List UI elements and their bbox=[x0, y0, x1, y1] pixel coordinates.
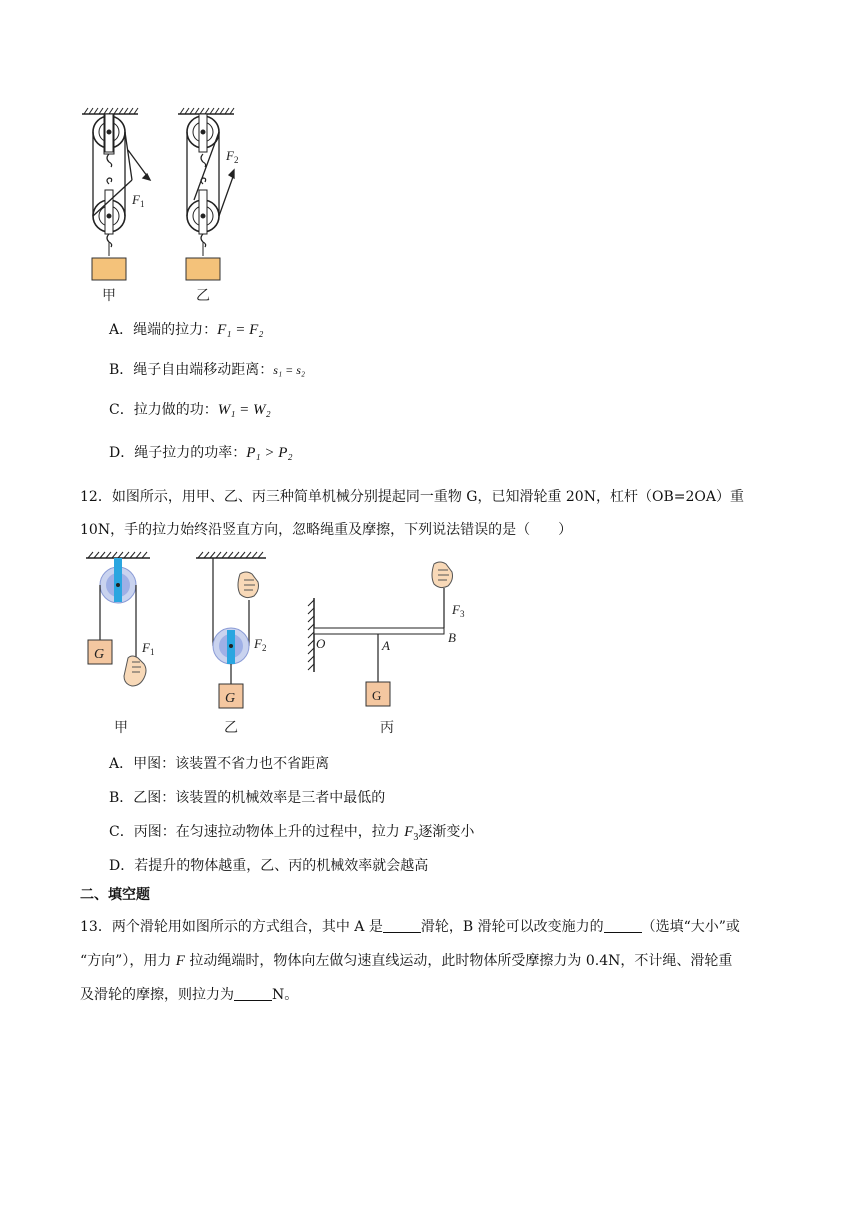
q12-option-c bbox=[109, 822, 474, 848]
moving-pulley-yi bbox=[187, 178, 219, 256]
moving-pulley-jia bbox=[93, 178, 125, 256]
q13-text: 滑轮，B 滑轮可以改变施力的 bbox=[420, 919, 604, 935]
q12-option-d: D．若提升的物体越重，乙、丙的机械效率就会越高 bbox=[109, 858, 429, 874]
answer-blank-1[interactable] bbox=[383, 918, 421, 933]
q12-stem-line1: 12．如图所示，用甲、乙、丙三种简单机械分别提起同一重物 G，已知滑轮重 20N，杠杆（OB=2OA）重 bbox=[80, 489, 744, 505]
q13-text: 13．两个滑轮用如图所示的方式组合，其中 A 是 bbox=[80, 919, 383, 935]
q13-text: “方向”），用力 bbox=[80, 953, 176, 969]
fig-label-yi: 乙 bbox=[224, 720, 238, 736]
option-var: $F_3$ bbox=[404, 824, 419, 843]
label-g: G bbox=[225, 691, 236, 706]
option-text: 绳子自由端移动距离： bbox=[133, 362, 274, 378]
lever-bar bbox=[314, 628, 444, 634]
option-letter: C． bbox=[109, 402, 134, 418]
label-g: G bbox=[94, 647, 105, 662]
option-math: s₁ = s₂ bbox=[273, 363, 306, 377]
ceiling-yi bbox=[196, 552, 266, 558]
q12-option-a: A．甲图：该装置不省力也不省距离 bbox=[109, 756, 330, 772]
label-f1: $F_1$ bbox=[142, 640, 155, 657]
q11-option-a bbox=[109, 320, 264, 340]
q13-text: N。 bbox=[272, 987, 299, 1003]
option-text: 绳端的拉力： bbox=[133, 322, 218, 338]
q13-text: 及滑轮的摩擦，则拉力为 bbox=[80, 987, 234, 1003]
q11-option-d bbox=[109, 443, 293, 463]
q11-pulley-figure bbox=[70, 100, 270, 310]
option-math: W₁ = W₂ bbox=[217, 402, 271, 418]
hand-icon bbox=[238, 572, 259, 598]
force-label-f2: $F_2$ bbox=[226, 148, 239, 165]
option-text: 逐渐变小 bbox=[418, 824, 475, 840]
option-math: P₁ > P₂ bbox=[246, 445, 293, 461]
answer-blank-3[interactable] bbox=[234, 986, 272, 1001]
hand-icon bbox=[124, 656, 146, 686]
label-f2: $F_2$ bbox=[254, 636, 267, 653]
option-text: 拉力做的功： bbox=[133, 402, 218, 418]
label-g: G bbox=[372, 688, 382, 703]
option-letter: B． bbox=[109, 362, 134, 378]
moving-pulley-blue bbox=[213, 628, 249, 664]
fixed-pulley-jia bbox=[93, 114, 125, 167]
fixed-pulley-yi bbox=[187, 114, 219, 167]
section-title: 二、填空题 bbox=[80, 887, 150, 903]
q11-option-c bbox=[109, 400, 271, 420]
option-math: F₁ = F₂ bbox=[217, 322, 264, 338]
label-f3: $F_3$ bbox=[452, 602, 465, 619]
label-b: B bbox=[448, 630, 456, 645]
hand-icon bbox=[432, 562, 453, 588]
wall-hatch bbox=[308, 598, 314, 672]
q12-option-b: B．乙图：该装置的机械效率是三者中最低的 bbox=[109, 790, 386, 806]
ceiling-hatch-jia bbox=[82, 108, 138, 114]
weight-block-jia bbox=[92, 258, 126, 280]
q12-machines-figure bbox=[78, 548, 478, 740]
option-text: 绳子拉力的功率： bbox=[134, 445, 247, 461]
weight-block-yi bbox=[186, 258, 220, 280]
q12-stem-line2: 10N，手的拉力始终沿竖直方向，忽略绳重及摩擦，下列说法错误的是（ ） bbox=[80, 522, 573, 538]
fig-label-yi: 乙 bbox=[196, 288, 210, 304]
q11-option-b bbox=[109, 360, 305, 380]
label-o: O bbox=[316, 636, 326, 651]
answer-blank-2[interactable] bbox=[604, 918, 642, 933]
q13-text: 拉动绳端时，物体向左做匀速直线运动，此时物体所受摩擦力为 0.4N，不计绳、滑轮重 bbox=[184, 953, 733, 969]
fig-label-jia: 甲 bbox=[114, 720, 128, 736]
label-a: A bbox=[382, 638, 390, 653]
fig-label-bing: 丙 bbox=[380, 720, 394, 736]
ceiling-jia bbox=[86, 552, 150, 558]
q13-var: F bbox=[175, 953, 185, 969]
q13-text: （选填“大小”或 bbox=[641, 919, 740, 935]
fixed-pulley-blue bbox=[100, 558, 136, 603]
fig-label-jia: 甲 bbox=[102, 288, 116, 304]
option-letter: D． bbox=[109, 445, 135, 461]
q13-paragraph bbox=[80, 910, 780, 1012]
ceiling-hatch-yi bbox=[178, 108, 234, 114]
force-label-f1: $F_1$ bbox=[132, 192, 145, 209]
option-text: C．丙图：在匀速拉动物体上升的过程中，拉力 bbox=[109, 824, 405, 840]
option-letter: A． bbox=[109, 322, 134, 338]
